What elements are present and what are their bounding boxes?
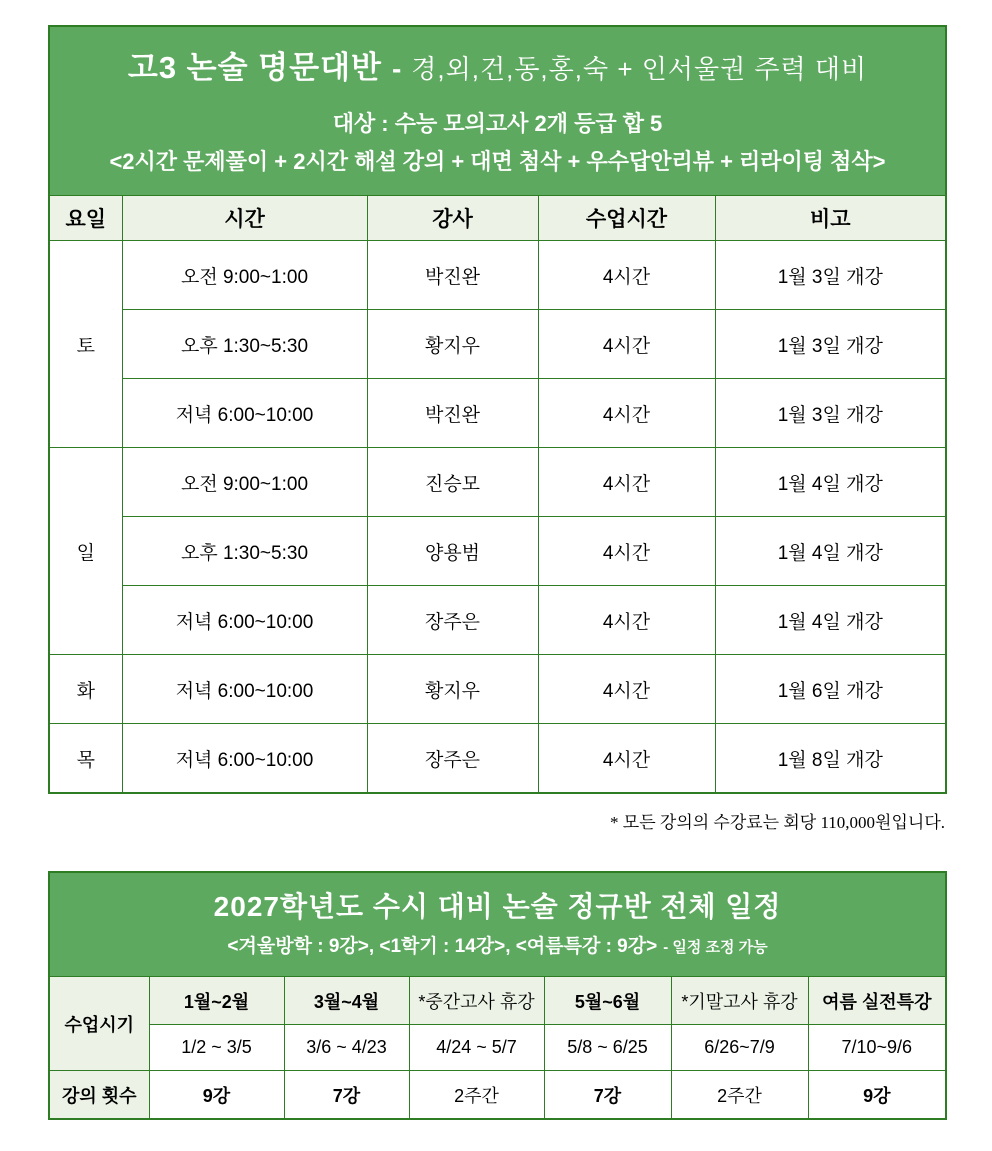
day-cell-sun: 일	[49, 448, 122, 655]
t2-title-block	[49, 872, 946, 977]
t1-title-block	[49, 26, 946, 196]
t1-format-line: <2시간 문제풀이 + 2시간 해설 강의 + 대면 첨삭 + 우수답안리뷰 + 리라이팅 첨삭>	[109, 149, 886, 174]
class-schedule-table	[48, 25, 947, 794]
date-range-cell: 5/8 ~ 6/25	[544, 1025, 671, 1071]
table-row	[49, 241, 946, 310]
col-header-day: 요일	[49, 196, 122, 241]
duration-cell: 4시간	[538, 241, 715, 310]
instructor-cell: 박진완	[367, 241, 538, 310]
month-header-cell: *기말고사 휴강	[671, 977, 808, 1025]
col-header-time: 시간	[122, 196, 367, 241]
count-cell: 9강	[149, 1071, 284, 1120]
table-row	[49, 448, 946, 517]
month-header-cell: 5월~6월	[544, 977, 671, 1025]
time-cell: 저녁 6:00~10:00	[122, 379, 367, 448]
count-cell: 7강	[284, 1071, 409, 1120]
t1-header-row	[49, 196, 946, 241]
instructor-cell: 황지우	[367, 655, 538, 724]
duration-cell: 4시간	[538, 448, 715, 517]
t2-subtitle-tail: - 일정 조정 가능	[663, 939, 768, 956]
duration-cell: 4시간	[538, 310, 715, 379]
page-content	[48, 25, 945, 1120]
count-cell: 2주간	[409, 1071, 544, 1120]
count-cell: 9강	[808, 1071, 946, 1120]
day-cell-thu: 목	[49, 724, 122, 794]
t2-count-row	[49, 1071, 946, 1120]
time-cell: 저녁 6:00~10:00	[122, 586, 367, 655]
t2-subtitle: <겨울방학 : 9강>, <1학기 : 14강>, <여름특강 : 9강>	[227, 936, 658, 957]
duration-cell: 4시간	[538, 586, 715, 655]
month-header-cell: 여름 실전특강	[808, 977, 946, 1025]
date-range-cell: 6/26~7/9	[671, 1025, 808, 1071]
t2-title: 2027학년도 수시 대비 논술 정규반 전체 일정	[213, 891, 782, 922]
day-cell-tue: 화	[49, 655, 122, 724]
count-label-cell: 강의 횟수	[49, 1071, 149, 1120]
date-range-cell: 1/2 ~ 3/5	[149, 1025, 284, 1071]
note-cell: 1월 4일 개강	[715, 586, 946, 655]
month-header-cell: 3월~4월	[284, 977, 409, 1025]
time-cell: 오후 1:30~5:30	[122, 517, 367, 586]
table-row	[49, 379, 946, 448]
duration-cell: 4시간	[538, 655, 715, 724]
table-row	[49, 310, 946, 379]
table-row	[49, 586, 946, 655]
table-row	[49, 724, 946, 794]
duration-cell: 4시간	[538, 379, 715, 448]
col-header-note: 비고	[715, 196, 946, 241]
note-cell: 1월 3일 개강	[715, 379, 946, 448]
duration-cell: 4시간	[538, 517, 715, 586]
instructor-cell: 박진완	[367, 379, 538, 448]
tuition-footnote: * 모든 강의의 수강료는 회당 110,000원입니다.	[610, 813, 945, 832]
date-range-cell: 4/24 ~ 5/7	[409, 1025, 544, 1071]
t1-title-main: 고3 논술 명문대반	[127, 50, 382, 85]
time-cell: 저녁 6:00~10:00	[122, 655, 367, 724]
table-row	[49, 655, 946, 724]
duration-cell: 4시간	[538, 724, 715, 794]
note-cell: 1월 3일 개강	[715, 241, 946, 310]
period-label-cell: 수업시기	[49, 977, 149, 1071]
date-range-cell: 7/10~9/6	[808, 1025, 946, 1071]
month-header-cell: *중간고사 휴강	[409, 977, 544, 1025]
t2-month-row	[49, 977, 946, 1025]
time-cell: 저녁 6:00~10:00	[122, 724, 367, 794]
count-cell: 2주간	[671, 1071, 808, 1120]
col-header-duration: 수업시간	[538, 196, 715, 241]
t1-title	[56, 51, 939, 91]
instructor-cell: 진승모	[367, 448, 538, 517]
time-cell: 오전 9:00~1:00	[122, 241, 367, 310]
day-cell-sat: 토	[49, 241, 122, 448]
col-header-instructor: 강사	[367, 196, 538, 241]
instructor-cell: 황지우	[367, 310, 538, 379]
note-cell: 1월 4일 개강	[715, 448, 946, 517]
t1-title-tagline: 경,외,건,동,홍,숙 + 인서울권 주력 대비	[411, 54, 868, 84]
note-cell: 1월 3일 개강	[715, 310, 946, 379]
t1-title-dash: -	[391, 53, 402, 84]
yearly-schedule-table	[48, 871, 947, 1120]
t2-dates-row	[49, 1025, 946, 1071]
t1-target-line: 대상 : 수능 모의고사 2개 등급 합 5	[332, 111, 663, 136]
note-cell: 1월 8일 개강	[715, 724, 946, 794]
time-cell: 오후 1:30~5:30	[122, 310, 367, 379]
month-header-cell: 1월~2월	[149, 977, 284, 1025]
instructor-cell: 장주은	[367, 724, 538, 794]
count-cell: 7강	[544, 1071, 671, 1120]
t2-subtitle-line	[56, 935, 939, 960]
instructor-cell: 장주은	[367, 586, 538, 655]
note-cell: 1월 4일 개강	[715, 517, 946, 586]
date-range-cell: 3/6 ~ 4/23	[284, 1025, 409, 1071]
note-cell: 1월 6일 개강	[715, 655, 946, 724]
table-row	[49, 517, 946, 586]
instructor-cell: 양용범	[367, 517, 538, 586]
time-cell: 오전 9:00~1:00	[122, 448, 367, 517]
